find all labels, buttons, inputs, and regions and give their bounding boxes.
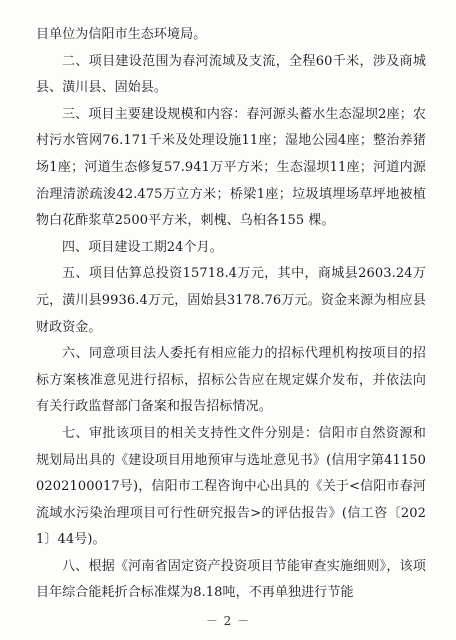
paragraph-item-3-content: 三、项目主要建设规模和内容：春河源头蓄水生态湿坝2座；农村污水管网76.171千米及处理设施11座；湿地公园4座；整治养猪场1座；河道生态修复57.941万平方米；生态湿坝11座；河道内源治理清淤疏浚42.475万立方米；桥梁1座；垃圾填埋场草坪地被植物白花酢浆草2500平方米，刺槐、乌桕各155 棵。 [36,106,426,229]
paragraph-item-8-energy: 八、根据《河南省固定资产投资项目节能审查实施细则》，该项目年综合能耗折合标准煤为8.18吨，不再单独进行节能 [36,558,426,601]
paragraph-item-4-duration: 四、项目建设工期24个月。 [62,239,223,255]
page-number: － 2 － [205,614,251,628]
paragraph-item-7-documents: 七、审批该项目的相关支持性文件分别是：信阳市自然资源和规划局出具的《建设项目用地预审与选址意见书》(信用字第411500202100017号)，信阳市工程咨询中心出具的《关于<信阳市春河流域水污染治理项目可行性研究报告>的评估报告》(信工咨〔2021〕44号)。 [36,425,426,548]
document-body [36,22,426,607]
paragraph-continuation: 目单位为信阳市生态环境局。 [36,27,207,42]
paragraph-item-2-scope: 二、项目建设范围为春河流域及支流，全程60千米，涉及商城县、潢川县、固始县。 [36,53,426,96]
paragraph-item-6-tendering: 六、同意项目法人委托有相应能力的招标代理机构按项目的招标方案核准意见进行招标，招标公告应在规定媒介发布，并依法向有关行政监督部门备案和报告招标情况。 [36,346,426,415]
paragraph-item-5-investment: 五、项目估算总投资15718.4万元，其中，商城县2603.24万元，潢川县9936.4万元，固始县3178.76万元。资金来源为相应县财政资金。 [36,266,426,335]
